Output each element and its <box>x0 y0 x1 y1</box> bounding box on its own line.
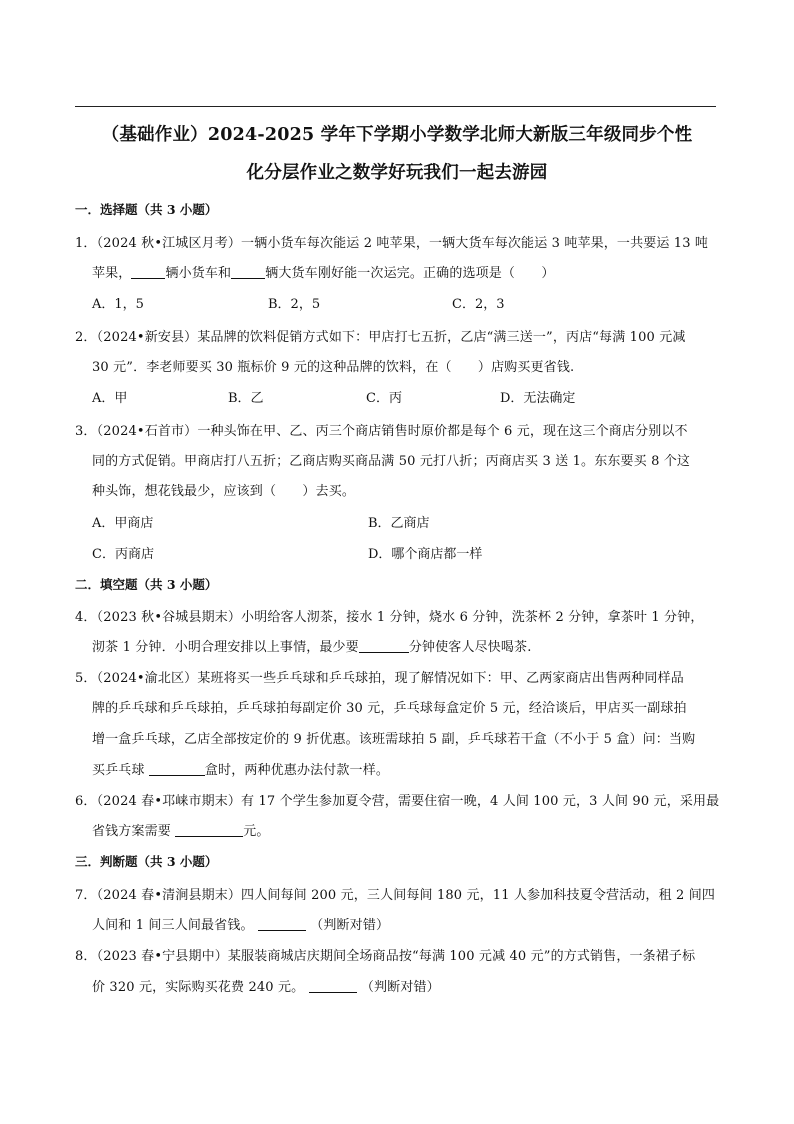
q6-line-1: 6．（2024 春•邛崃市期末）有 17 个学生参加夏令营，需要住宿一晚，4 人间 100 元，3 人间 90 元，采用最 <box>75 794 720 809</box>
q5-line-3: 增一盒乒乓球，乙店全部按定价的 9 折优惠。该班需球拍 5 副，乒乓球若干盒（不小于 5 盒）问：当购 <box>92 732 696 747</box>
q7-text-b: （判断对错） <box>310 918 390 933</box>
q3-option-b: B．乙商店 <box>368 516 430 531</box>
q3-line-2: 同的方式促销。甲商店打八五折；乙商店购买商品满 50 元打八折；丙商店买 3 送 1。东东要买 8 个这 <box>92 454 691 469</box>
q2-option-b: B．乙 <box>228 391 264 406</box>
q5-text-a: 买乒乓球 <box>92 763 149 778</box>
q3-line-1: 3．（2024•石首市）一种头饰在甲、乙、丙三个商店销售时原价都是每个 6 元，现在这三个商店分别以不 <box>75 424 688 439</box>
q5-line-2: 牌的乒乓球和乒乓球拍，乒乓球拍每副定价 30 元，乒乓球每盒定价 5 元，经洽谈后，甲店买一副球拍 <box>92 701 687 716</box>
q4-line-2 <box>92 636 531 655</box>
q1-option-a: A．1，5 <box>92 297 144 312</box>
q8-blank <box>309 978 357 993</box>
q8-line-1: 8．（2023 春•宁县期中）某服装商城店庆期间全场商品按“每满 100 元减 40 元”的方式销售，一条裙子标 <box>75 949 696 964</box>
q5-text-b: 盒时，两种优惠办法付款一样。 <box>204 763 389 778</box>
q7-text-a: 人间和 1 间三人间最省钱。 <box>92 918 254 933</box>
q2-line-2: 30 元”．李老师要买 30 瓶标价 9 元的这种品牌的饮料，在（ ）店购买更省钱. <box>92 360 575 375</box>
q4-text-a: 沏茶 1 分钟．小明合理安排以上事情，最少要 <box>92 640 359 655</box>
q6-text-b: 元。 <box>243 824 270 839</box>
q2-line-1: 2．（2024•新安县）某品牌的饮料促销方式如下：甲店打七五折，乙店“满三送一”，丙店“每满 100 元减 <box>75 330 686 345</box>
q2-option-c: C．丙 <box>366 391 402 406</box>
q5-blank <box>149 761 205 776</box>
q1-blank-1 <box>131 264 165 279</box>
doc-title-line-2: 化分层作业之数学好玩我们一起去游园 <box>246 163 548 183</box>
header-rule <box>75 106 716 107</box>
q3-option-a: A．甲商店 <box>92 516 154 531</box>
q1-line-2 <box>92 262 555 281</box>
q1-text-a: 苹果， <box>92 266 132 281</box>
q4-text-b: 分钟使客人尽快喝茶. <box>408 640 532 655</box>
q3-option-c: C．丙商店 <box>92 547 154 562</box>
q6-line-2 <box>92 820 270 839</box>
q4-line-1: 4．（2023 秋•谷城县期末）小明给客人沏茶，接水 1 分钟，烧水 6 分钟，洗茶杯 2 分钟，拿茶叶 1 分钟， <box>75 610 704 625</box>
q5-line-1: 5．（2024•渝北区）某班将买一些乒乓球和乒乓球拍，现了解情况如下：甲、乙两家商店出售两种同样品 <box>75 671 684 686</box>
q6-text-a: 省钱方案需要 <box>92 824 176 839</box>
q1-blank-2 <box>231 264 265 279</box>
q8-line-2 <box>92 976 440 995</box>
q2-option-a: A．甲 <box>92 391 128 406</box>
doc-title-line-1: （基础作业）2024-2025 学年下学期小学数学北师大新版三年级同步个性 <box>101 125 693 145</box>
q1-option-c: C．2，3 <box>452 297 505 312</box>
q4-blank <box>359 638 409 653</box>
q3-line-3: 种头饰，想花钱最少，应该到（ ）去买。 <box>92 484 356 499</box>
q6-blank <box>175 822 243 837</box>
section-judge-heading: 三．判断题（共 3 小题） <box>75 854 218 869</box>
q7-blank <box>258 916 306 931</box>
q5-line-4 <box>92 759 389 778</box>
q1-option-b: B．2，5 <box>268 297 321 312</box>
section-choice-heading: 一．选择题（共 3 小题） <box>75 202 218 217</box>
q8-text-a: 价 320 元，实际购买花费 240 元。 <box>92 980 305 995</box>
q1-text-c: 辆大货车刚好能一次运完。正确的选项是（ ） <box>265 266 555 281</box>
q7-line-1: 7．（2024 春•清涧县期末）四人间每间 200 元，三人间每间 180 元，11 人参加科技夏令营活动，租 2 间四 <box>75 888 716 903</box>
q7-line-2 <box>92 914 389 933</box>
q3-option-d: D．哪个商店都一样 <box>368 547 483 562</box>
q2-option-d: D．无法确定 <box>500 391 576 406</box>
q1-line-1: 1．（2024 秋•江城区月考）一辆小货车每次能运 2 吨苹果，一辆大货车每次能运 3 吨苹果，一共要运 13 吨 <box>75 236 709 251</box>
section-fill-heading: 二．填空题（共 3 小题） <box>75 577 218 592</box>
q1-text-b: 辆小货车和 <box>165 266 232 281</box>
q8-text-b: （判断对错） <box>360 980 440 995</box>
